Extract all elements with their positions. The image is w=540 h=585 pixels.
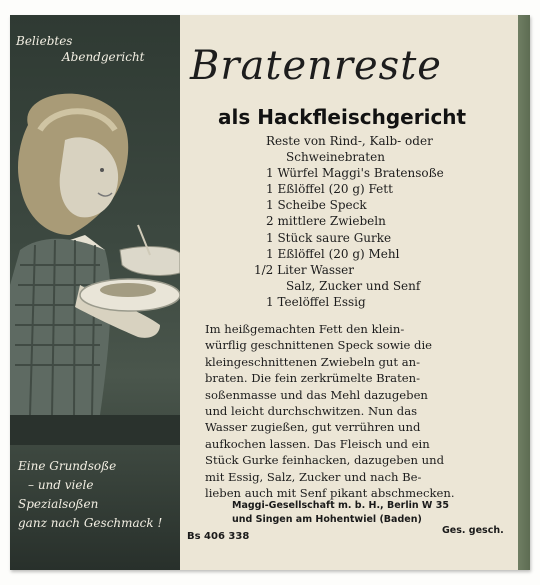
preparation-line: aufkochen lassen. Das Fleisch und ein — [205, 436, 430, 451]
preparation-line: lieben auch mit Senf pikant abschmecken. — [205, 486, 455, 501]
tagline-bottom-line: – und viele — [28, 478, 94, 492]
tagline-top-line: Beliebtes — [16, 34, 73, 48]
ingredient-item: 1 Stück saure Gurke — [266, 230, 392, 245]
preparation-line: und leicht durchschwitzen. Nun das — [205, 404, 418, 419]
ingredient-item: 1/2 Liter Wasser — [254, 262, 355, 277]
recipe-title: Bratenreste — [190, 43, 442, 89]
ingredient-item: 1 Scheibe Speck — [266, 198, 367, 213]
ingredient-item: Salz, Zucker und Senf — [286, 278, 421, 293]
card-edge-stripe — [518, 15, 530, 570]
publisher-line: und Singen am Hohentwiel (Baden) — [232, 514, 422, 525]
publisher-line: Maggi-Gesellschaft m. b. H., Berlin W 35 — [232, 500, 449, 511]
ingredient-list — [254, 133, 516, 310]
preparation-line: Wasser zugießen, gut verrühren und — [205, 420, 421, 435]
ingredient-item: 1 Teelöffel Essig — [266, 294, 366, 309]
preparation-line: würflig geschnittenen Speck sowie die — [205, 338, 433, 353]
preparation-line: Stück Gurke feinhacken, dazugeben und — [205, 453, 445, 468]
preparation-line: Im heißgemachten Fett den klein- — [205, 322, 405, 336]
preparation-line: mit Essig, Salz, Zucker und nach Be- — [205, 469, 422, 484]
tagline-top-line: Abendgericht — [62, 50, 145, 64]
ingredient-item: 2 mittlere Zwiebeln — [266, 214, 386, 229]
girl-with-plate-illustration — [10, 85, 180, 445]
ingredient-item: 1 Würfel Maggi's Bratensoße — [266, 166, 444, 181]
preparation-line: kleingeschnittenen Zwiebeln gut an- — [205, 354, 421, 369]
tagline-bottom-line: Spezialsoßen — [18, 497, 99, 511]
ingredient-item: Schweinebraten — [286, 150, 385, 165]
ingredient-item: Reste von Rind-, Kalb- oder — [266, 134, 433, 148]
photo-panel — [10, 15, 180, 570]
tagline-bottom — [18, 457, 178, 533]
print-code: Bs 406 338 — [187, 531, 250, 542]
publisher-imprint — [232, 499, 492, 527]
preparation-line: braten. Die fein zerkrümelte Braten- — [205, 371, 420, 386]
recipe-subtitle: als Hackfleischgericht — [218, 105, 467, 129]
preparation-line: soßenmasse und das Mehl dazugeben — [205, 387, 428, 402]
legal-notice: Ges. gesch. — [442, 525, 504, 536]
recipe-card — [10, 15, 530, 570]
ingredient-item: 1 Eßlöffel (20 g) Mehl — [266, 246, 400, 261]
tagline-top — [16, 33, 166, 65]
tagline-bottom-line: ganz nach Geschmack ! — [18, 516, 163, 530]
preparation-text — [205, 321, 505, 501]
ingredient-item: 1 Eßlöffel (20 g) Fett — [266, 182, 393, 197]
tagline-bottom-line: Eine Grundsoße — [18, 459, 117, 473]
